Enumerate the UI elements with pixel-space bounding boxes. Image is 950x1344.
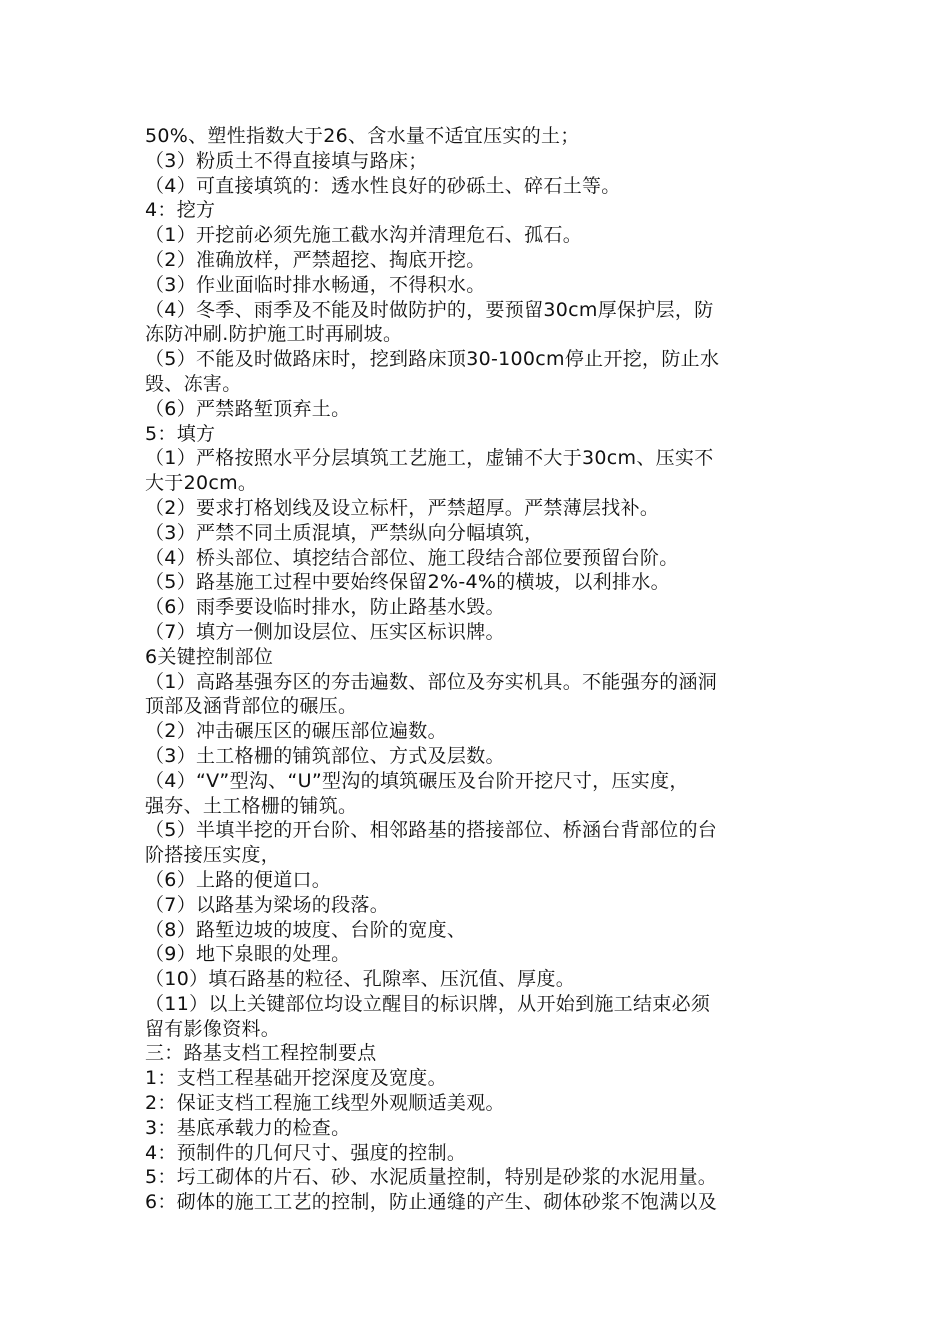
text-line: 强夯、土工格栅的铺筑。: [145, 794, 358, 817]
text-line: （8）路堑边坡的坡度、台阶的宽度、: [145, 918, 467, 941]
text-line: 1：支档工程基础开挖深度及宽度。: [145, 1067, 447, 1090]
text-line: （6）上路的便道口。: [145, 868, 332, 891]
text-line: 毁、冻害。: [145, 372, 242, 395]
text-line: 4：预制件的几何尺寸、强度的控制。: [145, 1141, 467, 1164]
text-line: （1）开挖前必须先施工截水沟并清理危石、孤石。: [145, 224, 582, 247]
text-line: 阶搭接压实度，: [145, 844, 281, 867]
text-line: （7）以路基为梁场的段落。: [145, 893, 389, 916]
text-line: （5）半填半挖的开台阶、相邻路基的搭接部位、桥涵台背部位的台: [145, 819, 718, 842]
text-line: （6）严禁路堑顶弃土。: [145, 397, 351, 420]
text-line: （2）冲击碾压区的碾压部位遍数。: [145, 720, 447, 743]
text-line: 顶部及涵背部位的碾压。: [145, 695, 358, 718]
text-line: 5：圬工砌体的片石、砂、水泥质量控制，特别是砂浆的水泥用量。: [145, 1166, 718, 1189]
text-line: （2）准确放样，严禁超挖、掏底开挖。: [145, 248, 486, 271]
text-line: （2）要求打格划线及设立标杆，严禁超厚。严禁薄层找补。: [145, 496, 660, 519]
text-line: （4）冬季、雨季及不能及时做防护的，要预留30cm厚保护层，防: [145, 298, 714, 321]
text-line: （5）路基施工过程中要始终保留2%-4%的横坡，以利排水。: [145, 571, 670, 594]
document-page: [145, 124, 825, 1215]
text-line: （1）严格按照水平分层填筑工艺施工，虚铺不大于30cm、压实不: [145, 447, 714, 470]
section-heading: 三：路基支档工程控制要点: [145, 1042, 377, 1065]
text-line: （3）土工格栅的铺筑部位、方式及层数。: [145, 744, 505, 767]
text-line: （9）地下泉眼的处理。: [145, 943, 351, 966]
text-line: （3）作业面临时排水畅通，不得积水。: [145, 273, 486, 296]
text-line: （4）“V”型沟、“U”型沟的填筑碾压及台阶开挖尺寸，压实度，: [145, 769, 689, 792]
text-line: （1）高路基强夯区的夯击遍数、部位及夯实机具。不能强夯的涵洞: [145, 670, 718, 693]
text-line: （4）可直接填筑的：透水性良好的砂砾土、碎石土等。: [145, 174, 621, 197]
text-line: 大于20cm。: [145, 472, 258, 495]
text-line: 2：保证支档工程施工线型外观顺适美观。: [145, 1092, 505, 1115]
text-line: 6：砌体的施工工艺的控制，防止通缝的产生、砌体砂浆不饱满以及: [145, 1191, 718, 1214]
section-heading: 5：填方: [145, 422, 216, 445]
section-heading: 6关键控制部位: [145, 645, 274, 668]
text-line: 冻防冲刷.防护施工时再刷坡。: [145, 323, 403, 346]
text-line: （10）填石路基的粒径、孔隙率、压沉值、厚度。: [145, 968, 576, 991]
text-line: （3）粉质土不得直接填与路床；: [145, 149, 428, 172]
text-line: （3）严禁不同土质混填，严禁纵向分幅填筑，: [145, 521, 544, 544]
text-line: 50%、塑性指数大于26、含水量不适宜压实的土；: [145, 125, 580, 147]
text-line: （4）桥头部位、填挖结合部位、施工段结合部位要预留台阶。: [145, 546, 679, 569]
text-line: 留有影像资料。: [145, 1017, 281, 1040]
section-heading: 4：挖方: [145, 199, 216, 222]
text-line: （6）雨季要设临时排水，防止路基水毁。: [145, 596, 505, 619]
text-line: 3：基底承载力的检查。: [145, 1116, 351, 1139]
text-line: （11）以上关键部位均设立醒目的标识牌，从开始到施工结束必须: [145, 992, 711, 1015]
text-line: （5）不能及时做路床时，挖到路床顶30-100cm停止开挖，防止水: [145, 348, 720, 371]
text-line: （7）填方一侧加设层位、压实区标识牌。: [145, 620, 505, 643]
